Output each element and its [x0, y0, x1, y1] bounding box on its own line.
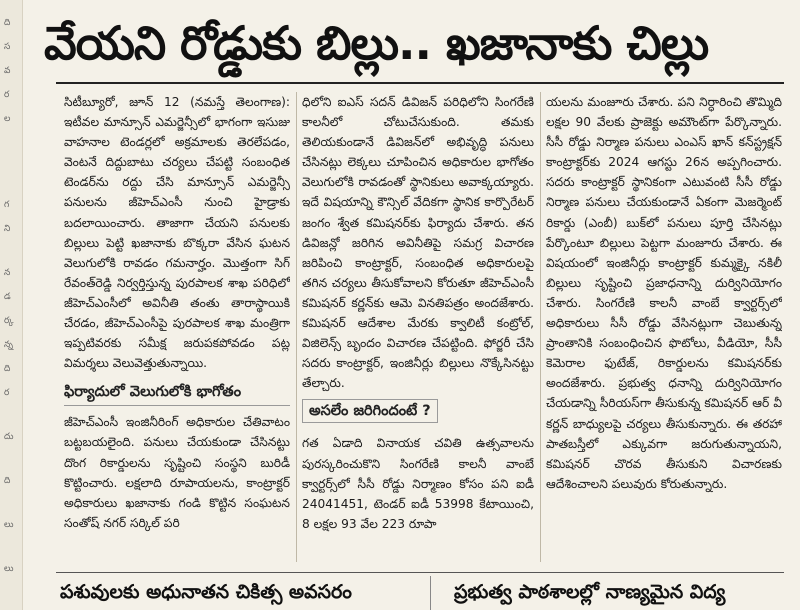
paragraph: గత ఏడాది వినాయక చవితి ఉత్సవాలను పురస్కరించుకొని సింగరేణి కాలనీ వాంబే క్వార్టర్స్‌లో సీసీ రోడ్డు నిర్మాణం కోసం పని ఐడీ 24041451, టెండర్ ఐడీ 53998 కేటాయించి, 8 లక్షల 93 వేల 223 రూపా [302, 436, 534, 531]
strip-fragment: న [4, 268, 11, 278]
section-subhead: అసలేం జరిగిందంటే ? [302, 399, 438, 423]
column-divider [296, 92, 297, 562]
bottom-divider [430, 576, 431, 610]
strip-fragment: ల [4, 114, 11, 124]
strip-fragment: ది [4, 364, 11, 374]
article-column-1 [64, 92, 290, 567]
article-column-3 [546, 92, 782, 567]
strip-fragment: ని [4, 224, 11, 234]
article-column-2 [302, 92, 534, 567]
paragraph: సిటీబ్యూరో, జూన్ 12 (నమస్తే తెలంగాణ): ఇటీవల మాన్సూన్ ఎమర్జెన్సీలో భాగంగా ఇసుజు వాహనాల టెండర్లలో అక్రమాలకు తెరలేపడం, వెంటనే దిద్దుబాటు చర్యలు చేపట్టి సంబంధిత టెండర్‌ను రద్దు చేసి మాన్సూన్ ఎమర్జెన్సీ పనులను జీహెచ్ఎంసీ నుంచి హైడ్రాకు బదలాయించారు. తాజాగా చేయని పనులకు బిల్లులు పెట్టి ఖజానాకు బొక్కరా వేసిన ఘటన వెలుగులోకి రావడం గమనార్హం. మొత్తంగా సిగ్ రేవంత్‌రెడ్డి నిర్వర్తిస్తున్న పురపాలక శాఖ పరిధిలో జీహెచ్ఎంసీలో అవినీతి తంతు తారాస్థాయికి చేరడం, జీహెచ్ఎంసీపై పురపాలక శాఖ మంత్రిగా ఇప్పటివరకు సమీక్ష జరుపకపోవడం పట్ల విమర్శలు వెలువెత్తుతున్నాయి. [64, 95, 290, 371]
strip-fragment: లు [4, 520, 14, 530]
article-headline: వేయని రోడ్డుకు బిల్లు.. ఖజానాకు చిల్లు [44, 16, 709, 70]
strip-fragment: ర్క [4, 316, 14, 326]
section-subhead: ఫిర్యాదులో వెలుగులోకి భాగోతం [64, 381, 290, 406]
adjacent-page-strip [0, 0, 23, 610]
strip-fragment: లు [4, 564, 14, 574]
paragraph: జీహెచ్ఎంసీ ఇంజినీరింగ్ అధికారుల చేతివాటం బట్టబయలైంది. పనులు చేయకుండా చేసినట్టు దొంగ రికార్డులను సృష్టించి సంస్థని బురిడీ కొట్టించారు. లక్షలాది రూపాయలను, కాంట్రాక్టర్ అధికారులు ఖజానాకు గండి కొట్టిన సంఘటన సంతోష్ నగర్ సర్కిల్ పరి [64, 415, 290, 530]
paragraph: యలను మంజూరు చేశారు. పని నిర్ధారించి తొమ్మిది లక్షల 90 వేలకు ప్రాజెక్టు అమౌంట్‌గా పేర్కొన్నారు. సీసీ రోడ్డు నిర్మాణ పనులు ఎంఎస్ ఖాన్ కన్‌స్ట్రక్షన్ కాంట్రాక్టర్‌కు 2024 ఆగస్టు 26న అప్పగించారు. సదరు కాంట్రాక్టర్ స్థానికంగా ఎటువంటి సీసీ రోడ్డు నిర్మాణ పనులు చేయకుండానే ఏకంగా మెజర్మెంట్ రికార్డు (ఎంబీ) బుక్‌లో పనులు పూర్తి చేసినట్లు పేర్కొంటూ బిల్లులు పెట్టగా మంజూరు చేశారు. ఈ విషయంలో ఇంజినీర్లు కాంట్రాక్టర్ కుమ్మక్కై నకిలీ బిల్లులు సృష్టించి ప్రజాధనాన్ని దుర్వినియోగం చేశారు. సింగరేణి కాలనీ వాంబే క్వార్టర్స్‌లో అధికారులు సీసీ రోడ్డు వేసినట్లుగా చెబుతున్న ప్రాంతానికి సంబంధించిన ఫొటోలు, వీడియో, సీసీ కెమెరాల ఫుటేజ్, రికార్డులను కమిషనర్‌కు అందజేశారు. ప్రభుత్వ ధనాన్ని దుర్వినియోగం చేయడాన్ని సీరియస్‌గా తీసుకున్న కమిషనర్ ఆర్ వీ కర్ణన్ బాధ్యులపై చర్యలు తీసుకున్నారు. ఈ తరహా పాతబస్తీలో ఎక్కువగా జరుగుతున్నాయని, కమిషనర్ చొరవ తీసుకుని విచారణకు ఆదేశించాలని పలువురు కోరుతున్నారు. [546, 95, 782, 491]
next-article-headline-right: ప్రభుత్వ పాఠశాలల్లో నాణ్యమైన విద్య [454, 581, 726, 603]
paragraph: ధిలోని ఐఎస్ సదన్ డివిజన్ పరిధిలోని సింగరేణి కాలనీలో చోటుచేసుకుంది. తమకు తెలియకుండానే డివిజన్‌లో అభివృద్ధి పనులు చేసినట్లు లెక్కలు చూపించిన అధికారుల భాగోతం వెలుగులోకి రావడంతో స్థానికులు అవాక్కయ్యారు. ఇదే విషయాన్ని కౌన్సిల్ వేదికగా స్థానిక కార్పొరేటర్ జంగం శ్వేత కమిషనర్‌కు ఫిర్యాదు చేశారు. తన డివిజన్లో జరిగిన అవినీతిపై సమగ్ర విచారణ జరిపించి కాంట్రాక్టర్, సంబంధిత అధికారులపై తగిన చర్యలు తీసుకోవాలని కోరుతూ జీహెచ్ఎంసీ కమిషనర్ కర్ణన్‌కు ఆమె వినతిపత్రం అందజేశారు. కమిషనర్ ఆదేశాల మేరకు క్వాలిటీ కంట్రోల్, విజిలెన్స్ బృందం విచారణ చేపట్టింది. ఫోర్జరీ చేసి సదరు కాంట్రాక్టర్, ఇంజినీర్లు బిల్లులు నొక్కేసినట్టు తేల్చారు. [302, 95, 534, 391]
strip-fragment: డ [4, 292, 11, 302]
strip-fragment: న్న [4, 340, 13, 350]
strip-fragment: వ [4, 66, 11, 76]
strip-fragment: ర [4, 90, 10, 100]
strip-fragment: ది [4, 476, 11, 486]
strip-fragment: ర [4, 388, 10, 398]
strip-fragment: దు [4, 432, 14, 442]
next-article-headline-left: పశువులకు అధునాతన చికిత్స అవసరం [60, 581, 352, 603]
headline-rule [56, 82, 784, 84]
strip-fragment: ది [4, 18, 11, 28]
column-divider [540, 92, 541, 562]
strip-fragment: గ [4, 200, 10, 210]
bottom-separator [56, 572, 784, 573]
strip-fragment: స [4, 42, 11, 52]
